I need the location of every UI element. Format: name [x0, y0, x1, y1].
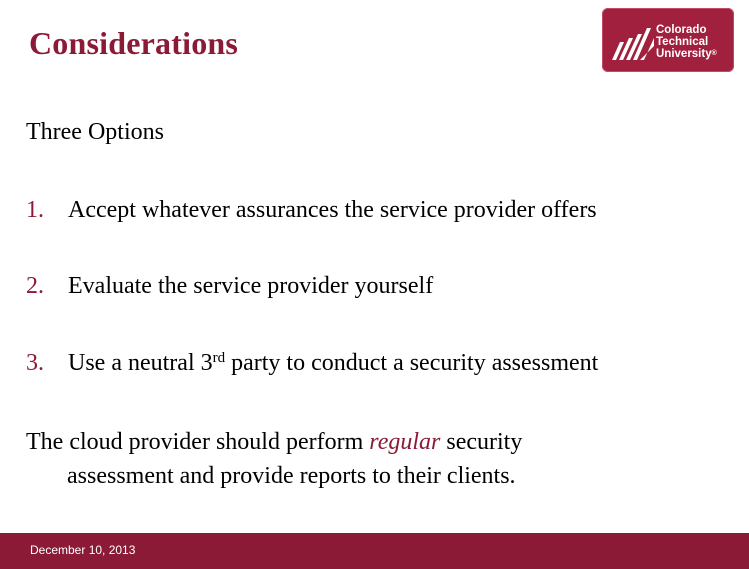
option-item-2: [26, 273, 433, 300]
option-text: Evaluate the service provider yourself: [68, 273, 434, 299]
option-number: 2.: [26, 273, 44, 299]
option-text-after: party to conduct a security assessment: [225, 350, 599, 376]
logo-line-1: Colorado: [656, 24, 707, 36]
logo-line-3: University: [656, 48, 712, 60]
option-number: 1.: [26, 197, 44, 223]
footer-date: December 10, 2013: [30, 543, 136, 557]
closing-before: The cloud provider should perform: [26, 429, 370, 455]
closing-emphasis: regular: [369, 429, 441, 455]
footer-bar: [0, 533, 749, 569]
option-item-1: [26, 197, 597, 224]
logo-registered-mark: ®: [711, 50, 717, 57]
logo-wordmark: [656, 24, 717, 60]
university-logo: [602, 8, 734, 72]
closing-second-line: assessment and provide reports to their clients.: [67, 463, 516, 489]
option-number: 3.: [26, 350, 44, 376]
logo-line-2: Technical: [656, 36, 709, 48]
option-text-before: Use a neutral 3: [68, 350, 213, 376]
closing-paragraph: [26, 425, 666, 493]
slide-title: Considerations: [29, 25, 239, 61]
closing-after: security: [440, 429, 523, 455]
intro-text: Three Options: [26, 119, 164, 145]
option-text: Accept whatever assurances the service provider offers: [68, 197, 597, 223]
option-superscript: rd: [212, 350, 226, 366]
option-item-3: [26, 350, 598, 377]
logo-stripes-icon: [610, 26, 654, 60]
